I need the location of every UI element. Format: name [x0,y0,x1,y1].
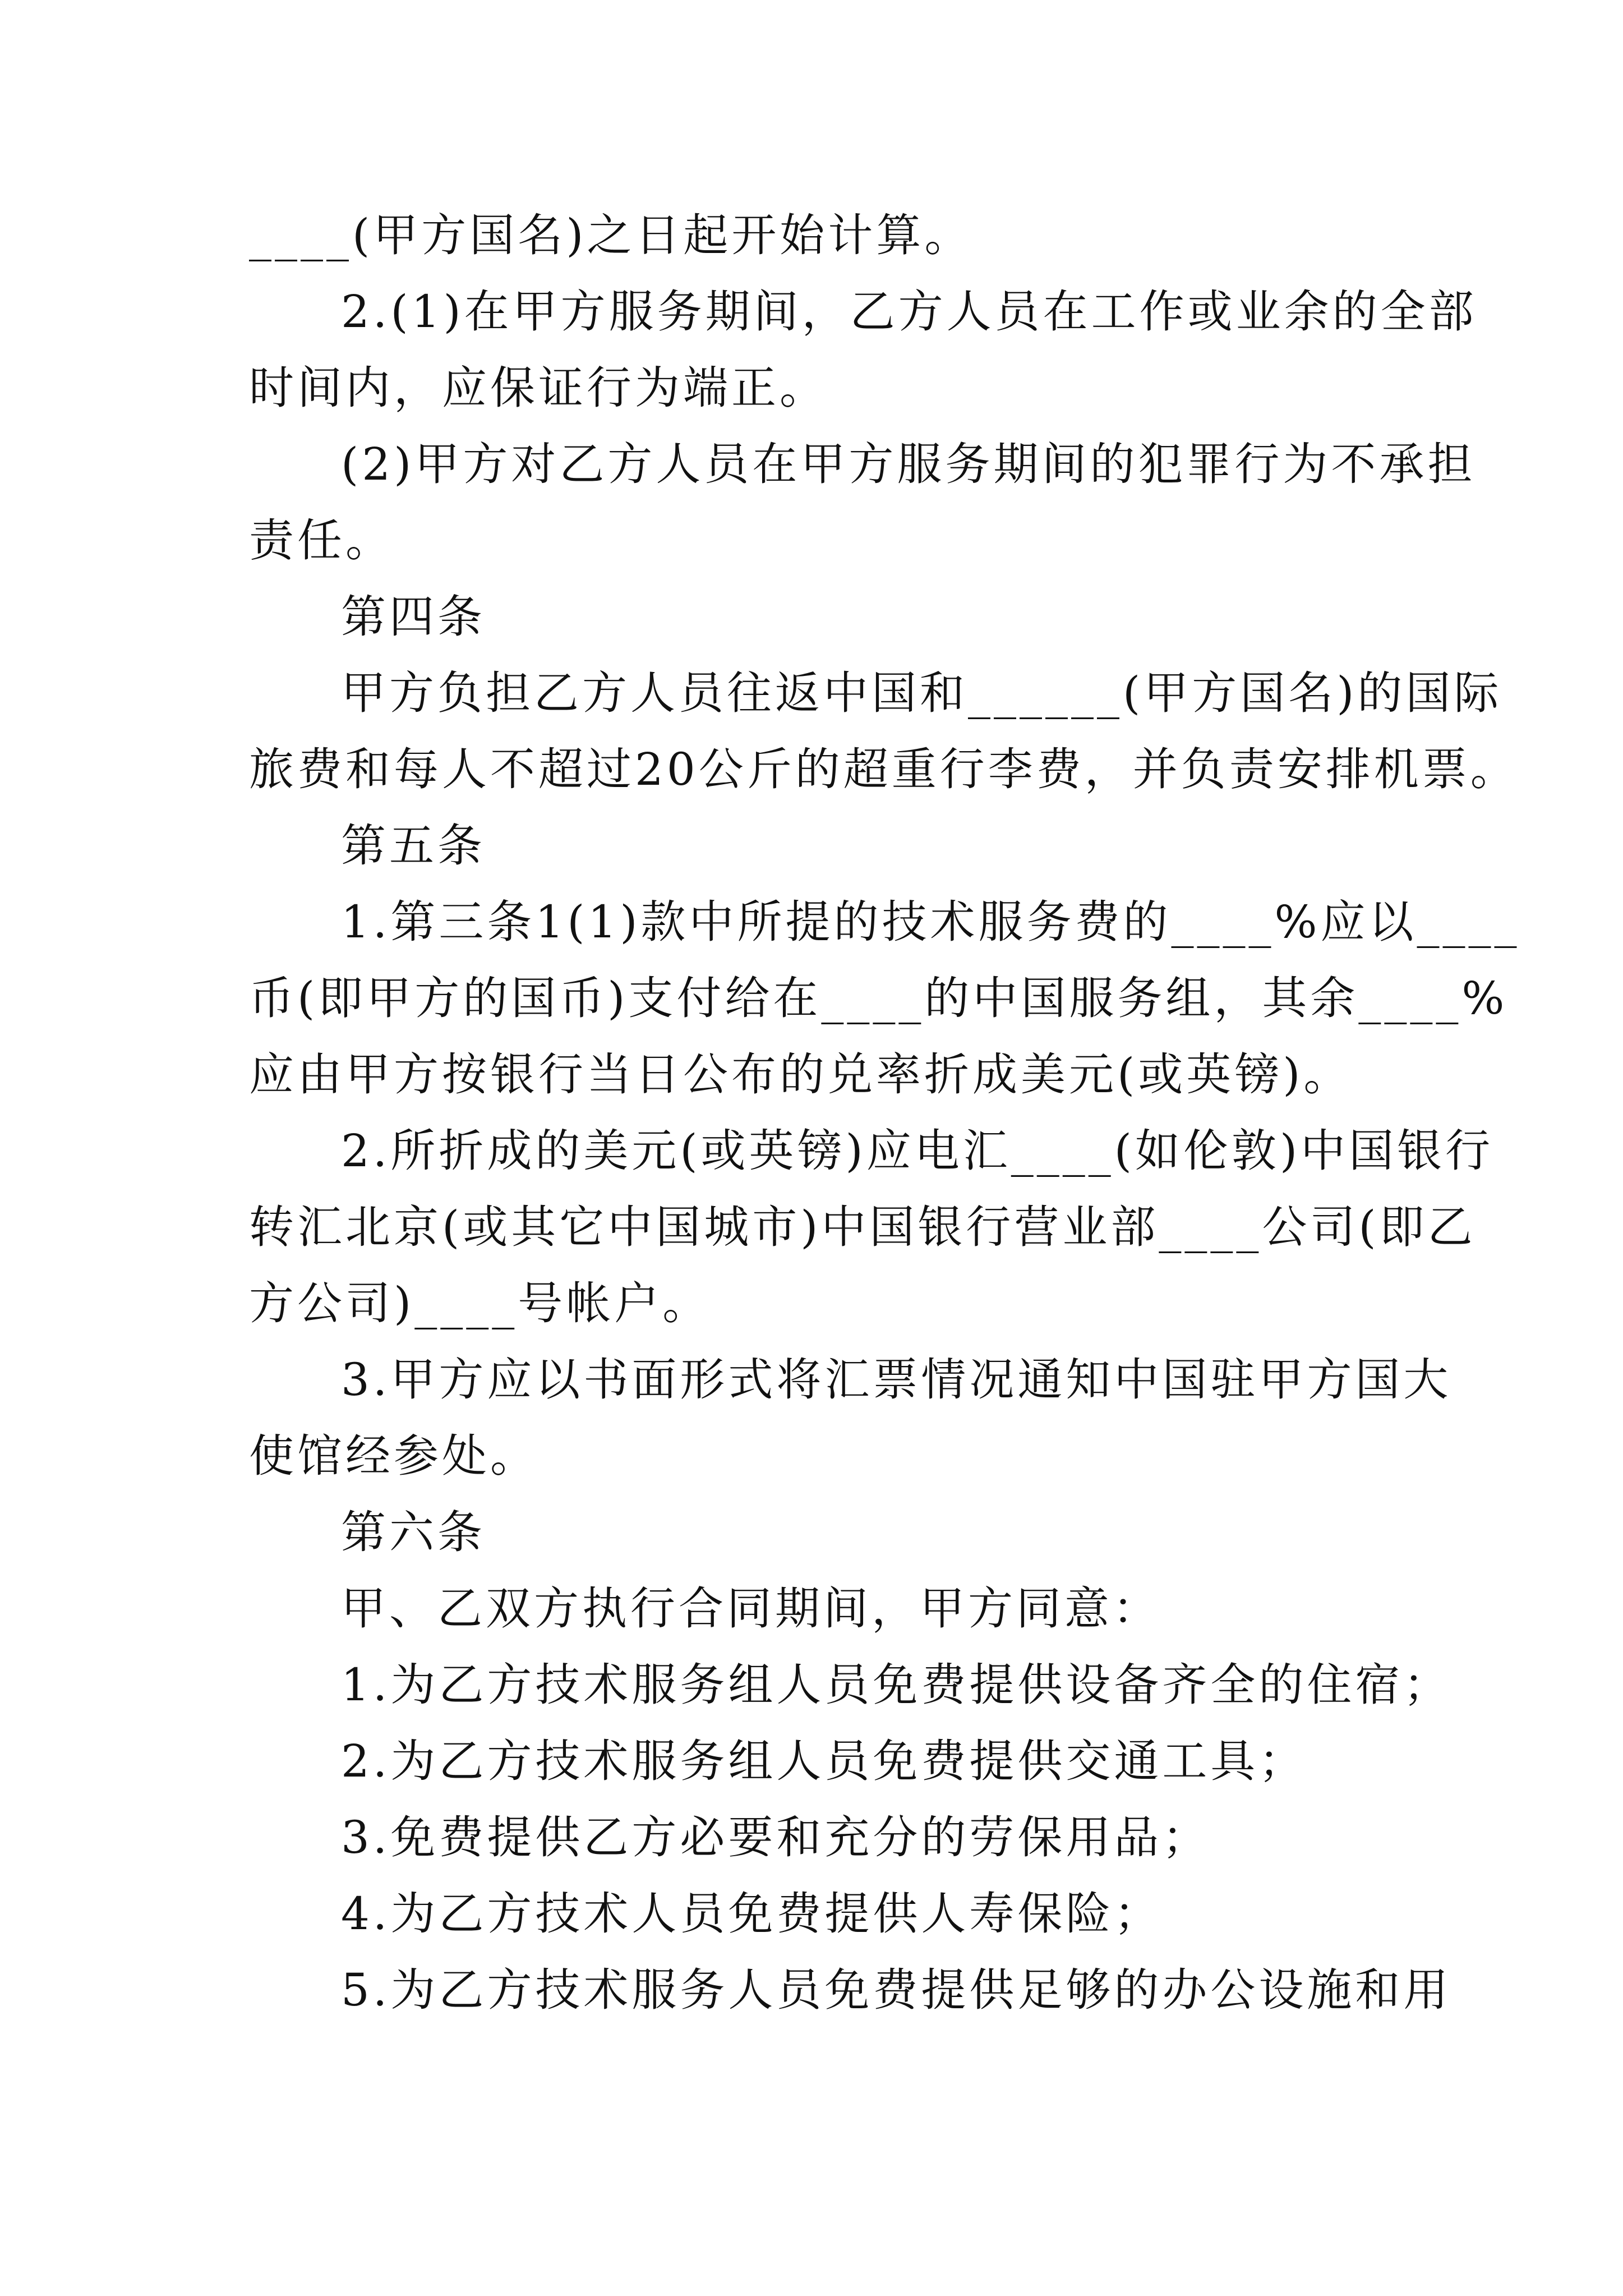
document-body [249,197,1520,2028]
document-line: ____(甲方国名)之日起开始计算。 [249,209,973,261]
document-line: (2)甲方对乙方人员在甲方服务期间的犯罪行为不承担 [341,438,1476,490]
document-line: 甲、乙双方执行合同期间，甲方同意： [341,1582,1161,1635]
document-line: 第四条 [341,591,486,643]
document-line: 币(即甲方的国币)支付给在____的中国服务组，其余____% [249,972,1508,1024]
document-line: 旅费和每人不超过20公斤的超重行李费，并负责安排机票。 [249,743,1519,795]
document-line: 1.为乙方技术服务组人员免费提供设备齐全的住宿； [341,1659,1452,1711]
document-line: 转汇北京(或其它中国城市)中国银行营业部____公司(即乙 [249,1201,1476,1253]
document-line: 应由甲方按银行当日公布的兑率折成美元(或英镑)。 [249,1048,1352,1101]
document-line: 2.为乙方技术服务组人员免费提供交通工具； [341,1735,1307,1787]
document-line: 1.第三条1(1)款中所提的技术服务费的____%应以____ [341,896,1520,948]
document-line: 4.为乙方技术人员免费提供人寿保险； [341,1888,1163,1940]
document-line: 时间内，应保证行为端正。 [249,362,828,414]
document-line: 甲方负担乙方人员往返中国和______(甲方国名)的国际 [341,667,1502,719]
document-line: 方公司)____号帐户。 [249,1277,711,1329]
document-line: 使馆经参处。 [249,1430,538,1482]
document-line: 3.免费提供乙方必要和充分的劳保用品； [341,1811,1211,1864]
document-line: 5.为乙方技术服务人员免费提供足够的办公设施和用 [341,1964,1452,2016]
document-line: 第五条 [341,820,486,872]
document-line: 2.(1)在甲方服务期间，乙方人员在工作或业余的全部 [341,286,1477,338]
document-line: 责任。 [249,514,394,567]
document-line: 3.甲方应以书面形式将汇票情况通知中国驻甲方国大 [341,1354,1452,1406]
document-line: 第六条 [341,1506,486,1558]
document-line: 2.所折成的美元(或英镑)应电汇____(如伦敦)中国银行 [341,1125,1494,1177]
